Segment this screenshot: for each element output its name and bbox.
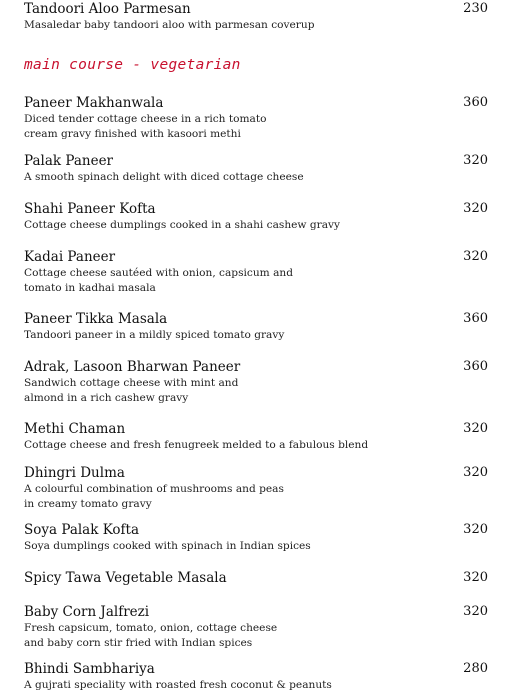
menu-item-name: Shahi Paneer Kofta	[24, 201, 156, 217]
menu-item-price: 320	[463, 465, 488, 480]
menu-item-price: 230	[463, 1, 488, 16]
menu-item-price: 320	[463, 201, 488, 216]
menu-item-name: Adrak, Lasoon Bharwan Paneer	[24, 359, 241, 375]
menu-item	[24, 311, 490, 343]
menu-item-name: Paneer Makhanwala	[24, 95, 164, 111]
menu-item-description: Fresh capsicum, tomato, onion, cottage cheese	[24, 622, 278, 634]
menu-item-price: 360	[463, 311, 488, 326]
menu-item-price: 360	[463, 95, 488, 110]
menu-item-name: Palak Paneer	[24, 153, 114, 169]
menu-item-name: Baby Corn Jalfrezi	[24, 604, 150, 620]
menu-item-description: A colourful combination of mushrooms and peas	[24, 483, 284, 495]
menu-item-price: 320	[463, 604, 488, 619]
section-title: main course - vegetarian	[24, 57, 241, 73]
menu-item	[24, 570, 490, 586]
menu-item-price: 320	[463, 570, 488, 585]
menu-item-name: Methi Chaman	[24, 421, 126, 437]
menu-item-price: 320	[463, 421, 488, 436]
menu-item-name: Kadai Paneer	[24, 249, 116, 265]
menu-item-description: A smooth spinach delight with diced cottage cheese	[24, 171, 304, 183]
menu-item-description: almond in a rich cashew gravy	[24, 392, 189, 404]
menu-item	[24, 661, 490, 693]
menu-item	[24, 201, 490, 233]
menu-item-price: 320	[463, 249, 488, 264]
menu-item-name: Dhingri Dulma	[24, 465, 125, 481]
menu-item-description: Masaledar baby tandoori aloo with parmesan coverup	[24, 19, 315, 31]
menu-item-description: and baby corn stir fried with Indian spices	[24, 637, 253, 649]
menu-item-description: in creamy tomato gravy	[24, 498, 152, 510]
menu-item-description: Sandwich cottage cheese with mint and	[24, 377, 239, 389]
menu-item-price: 360	[463, 359, 488, 374]
menu-item	[24, 522, 490, 554]
menu-item-description: Soya dumplings cooked with spinach in Indian spices	[24, 540, 311, 552]
menu-item-description: Cottage cheese dumplings cooked in a shahi cashew gravy	[24, 219, 341, 231]
menu-item	[24, 153, 490, 185]
menu-item-description: Diced tender cottage cheese in a rich tomato	[24, 113, 267, 125]
menu-item-price: 320	[463, 522, 488, 537]
menu-item	[24, 249, 490, 296]
menu-item-price: 320	[463, 153, 488, 168]
menu-item-name: Tandoori Aloo Parmesan	[24, 1, 191, 17]
menu-item	[24, 1, 490, 33]
menu-item	[24, 421, 490, 453]
menu-item-price: 280	[463, 661, 488, 676]
menu-item-name: Soya Palak Kofta	[24, 522, 140, 538]
menu-item	[24, 604, 490, 651]
menu-item-name: Bhindi Sambhariya	[24, 661, 155, 677]
menu-item	[24, 95, 490, 142]
menu-item-name: Paneer Tikka Masala	[24, 311, 168, 327]
menu-item-description: A gujrati speciality with roasted fresh coconut & peanuts	[24, 679, 332, 691]
menu-item-description: tomato in kadhai masala	[24, 282, 156, 294]
menu-item-description: Cottage cheese and fresh fenugreek melded to a fabulous blend	[24, 439, 369, 451]
menu-item-name: Spicy Tawa Vegetable Masala	[24, 570, 227, 586]
menu-item	[24, 465, 490, 512]
menu-item-description: Tandoori paneer in a mildly spiced tomato gravy	[24, 329, 285, 341]
menu-item	[24, 359, 490, 406]
menu-item-description: Cottage cheese sautéed with onion, capsicum and	[24, 267, 293, 279]
menu-item-description: cream gravy finished with kasoori methi	[24, 128, 241, 140]
